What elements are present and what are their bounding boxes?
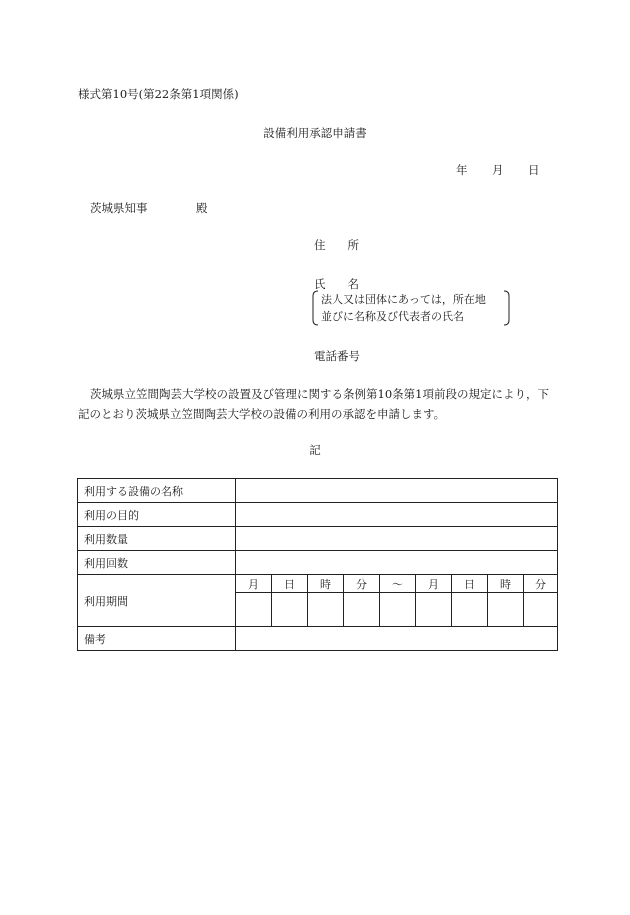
purpose-label: 利用の目的 <box>78 503 236 527</box>
period-header-row <box>78 575 558 593</box>
table-row <box>78 527 558 551</box>
addressee-name: 茨城県知事 <box>90 201 148 215</box>
period-start-minute-header: 分 <box>344 575 380 593</box>
period-end-day-field[interactable] <box>452 593 488 627</box>
period-end-month-field[interactable] <box>416 593 452 627</box>
name-note-text <box>321 291 486 325</box>
facility-use-table <box>77 478 558 651</box>
period-start-month-field[interactable] <box>236 593 272 627</box>
period-start-hour-field[interactable] <box>308 593 344 627</box>
period-end-minute-header: 分 <box>524 575 558 593</box>
remarks-label: 備考 <box>78 627 236 651</box>
form-number: 様式第10号(第22条第1項関係) <box>78 87 239 101</box>
period-separator-cell <box>380 593 416 627</box>
date-month: 月 <box>492 163 504 177</box>
period-end-month-header: 月 <box>416 575 452 593</box>
table-row <box>78 503 558 527</box>
body-paragraph: 茨城県立笠間陶芸大学校の設置及び管理に関する条例第10条第1項前段の規定により，下記のとおり茨城県立笠間陶芸大学校の設備の利用の承認を申請します。 <box>78 387 549 421</box>
name-label-char-1: 氏 <box>314 277 326 291</box>
table-row <box>78 479 558 503</box>
address-label-char-1: 住 <box>314 238 326 252</box>
name-label-char-2: 名 <box>347 277 359 291</box>
period-start-day-header: 日 <box>272 575 308 593</box>
period-start-hour-header: 時 <box>308 575 344 593</box>
period-start-day-field[interactable] <box>272 593 308 627</box>
period-range-separator: ～ <box>380 575 416 593</box>
table-row <box>78 627 558 651</box>
facility-name-field[interactable] <box>236 479 558 503</box>
phone-label: 電話番号 <box>314 349 360 363</box>
ki-heading: 記 <box>309 443 321 457</box>
count-field[interactable] <box>236 551 558 575</box>
address-label <box>314 237 359 253</box>
period-end-day-header: 日 <box>452 575 488 593</box>
period-label: 利用期間 <box>78 575 236 627</box>
purpose-field[interactable] <box>236 503 558 527</box>
period-end-hour-field[interactable] <box>488 593 524 627</box>
remarks-field[interactable] <box>236 627 558 651</box>
period-end-minute-field[interactable] <box>524 593 558 627</box>
facility-name-label: 利用する設備の名称 <box>78 479 236 503</box>
name-note-line-1: 法人又は団体にあっては，所在地 <box>321 293 486 306</box>
quantity-label: 利用数量 <box>78 527 236 551</box>
addressee-suffix: 殿 <box>196 201 208 215</box>
date-year: 年 <box>456 163 468 177</box>
name-note-bracket <box>311 290 511 326</box>
table-row <box>78 551 558 575</box>
count-label: 利用回数 <box>78 551 236 575</box>
document-title: 設備利用承認申請書 <box>263 126 367 140</box>
quantity-field[interactable] <box>236 527 558 551</box>
period-start-minute-field[interactable] <box>344 593 380 627</box>
date-day: 日 <box>528 163 540 177</box>
name-note-line-2: 並びに名称及び代表者の氏名 <box>321 310 464 323</box>
address-label-char-2: 所 <box>347 238 359 252</box>
period-end-hour-header: 時 <box>488 575 524 593</box>
period-start-month-header: 月 <box>236 575 272 593</box>
